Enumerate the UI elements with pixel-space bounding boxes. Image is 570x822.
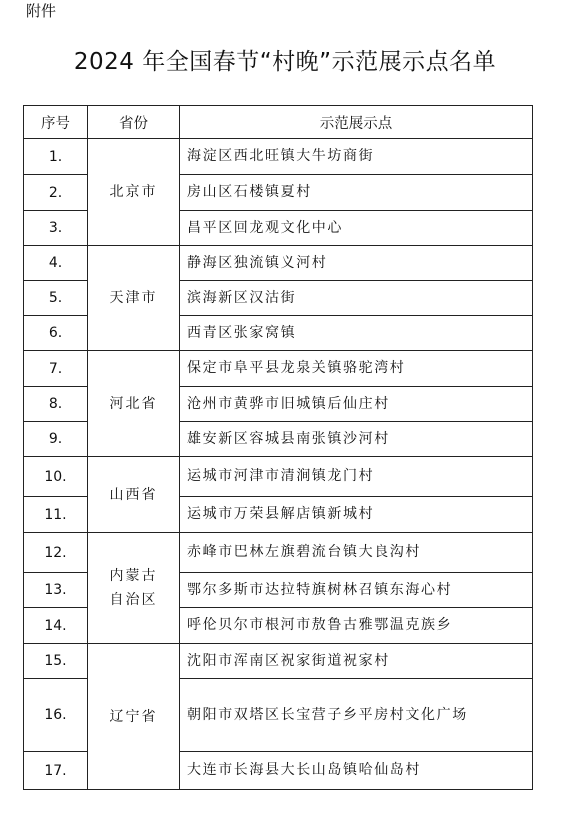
site-cell: 沈阳市浑南区祝家街道祝家村 xyxy=(180,644,533,679)
document-title: 2024 年全国春节“村晚”示范展示点名单 xyxy=(73,49,497,75)
province-cell: 辽宁省 xyxy=(88,644,180,790)
site-cell: 运城市河津市清涧镇龙门村 xyxy=(180,457,533,497)
row-number: 9. xyxy=(24,422,88,457)
site-cell: 海淀区西北旺镇大牛坊商街 xyxy=(180,139,533,175)
table-row xyxy=(24,533,533,573)
row-number: 10. xyxy=(24,457,88,497)
site-cell: 沧州市黄骅市旧城镇后仙庄村 xyxy=(180,387,533,422)
site-cell: 鄂尔多斯市达拉特旗树林召镇东海心村 xyxy=(180,573,533,608)
table-body xyxy=(24,139,533,790)
table-row xyxy=(24,644,533,679)
row-number: 4. xyxy=(24,246,88,281)
demonstration-sites-table xyxy=(23,105,533,790)
site-cell: 静海区独流镇义河村 xyxy=(180,246,533,281)
table-row xyxy=(24,246,533,281)
row-number: 13. xyxy=(24,573,88,608)
site-cell: 滨海新区汉沽街 xyxy=(180,281,533,316)
row-number: 6. xyxy=(24,316,88,351)
row-number: 17. xyxy=(24,752,88,790)
site-cell: 赤峰市巴林左旗碧流台镇大良沟村 xyxy=(180,533,533,573)
attachment-label: 附件 xyxy=(26,2,57,20)
site-cell: 大连市长海县大长山岛镇哈仙岛村 xyxy=(180,752,533,790)
row-number: 7. xyxy=(24,351,88,387)
table-row xyxy=(24,351,533,387)
row-number: 3. xyxy=(24,211,88,246)
row-number: 11. xyxy=(24,497,88,533)
row-number: 5. xyxy=(24,281,88,316)
province-cell: 北京市 xyxy=(88,139,180,246)
row-number: 12. xyxy=(24,533,88,573)
row-number: 2. xyxy=(24,175,88,211)
column-header-province: 省份 xyxy=(88,106,180,139)
province-cell: 内蒙古 自治区 xyxy=(88,533,180,644)
column-header-site: 示范展示点 xyxy=(180,106,533,139)
row-number: 8. xyxy=(24,387,88,422)
table-row xyxy=(24,457,533,497)
site-cell: 西青区张家窝镇 xyxy=(180,316,533,351)
row-number: 14. xyxy=(24,608,88,644)
column-header-number: 序号 xyxy=(24,106,88,139)
row-number: 15. xyxy=(24,644,88,679)
province-cell: 天津市 xyxy=(88,246,180,351)
site-cell: 房山区石楼镇夏村 xyxy=(180,175,533,211)
row-number: 1. xyxy=(24,139,88,175)
site-cell: 保定市阜平县龙泉关镇骆驼湾村 xyxy=(180,351,533,387)
site-cell: 呼伦贝尔市根河市敖鲁古雅鄂温克族乡 xyxy=(180,608,533,644)
site-cell: 昌平区回龙观文化中心 xyxy=(180,211,533,246)
site-cell: 雄安新区容城县南张镇沙河村 xyxy=(180,422,533,457)
site-cell: 运城市万荣县解店镇新城村 xyxy=(180,497,533,533)
site-cell: 朝阳市双塔区长宝营子乡平房村文化广场 xyxy=(180,679,533,752)
table-header-row xyxy=(24,106,533,139)
province-cell: 河北省 xyxy=(88,351,180,457)
row-number: 16. xyxy=(24,679,88,752)
table-row xyxy=(24,139,533,175)
province-cell: 山西省 xyxy=(88,457,180,533)
